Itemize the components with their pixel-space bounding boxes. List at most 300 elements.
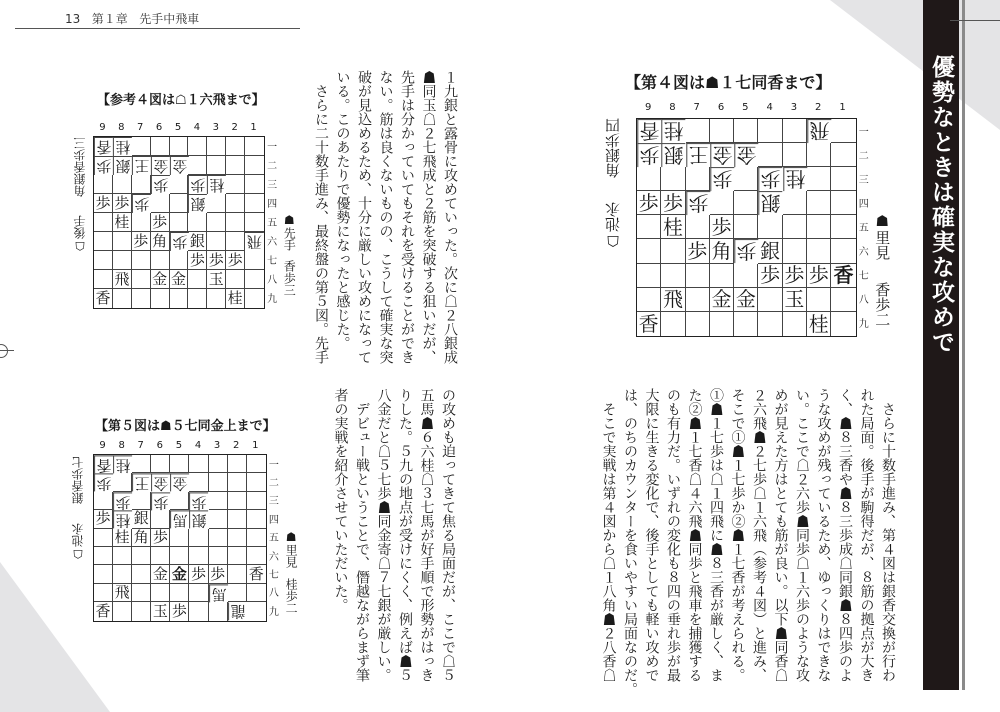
board-square — [113, 602, 132, 620]
board-square — [94, 529, 113, 547]
board-square — [151, 547, 170, 565]
board-square — [170, 492, 189, 510]
rank-label: 七 — [267, 256, 278, 267]
board-piece: 角 — [151, 232, 170, 251]
board-piece: 銀 — [113, 156, 132, 175]
board-piece: 歩 — [151, 529, 170, 547]
shogi-board — [93, 454, 267, 622]
rank-label: 五 — [268, 533, 279, 545]
board-square — [226, 232, 245, 251]
rank-label: 五 — [267, 218, 278, 229]
text-column: のも有力だ。いずれの変化も８四の垂れ歩が最 — [665, 388, 681, 682]
board-square — [209, 473, 228, 491]
rank-labels — [858, 118, 870, 335]
board-square — [758, 312, 782, 336]
board-square — [637, 264, 661, 288]
board-square — [209, 529, 228, 547]
board-square — [807, 215, 831, 239]
text-column: く、☗８三香や☗８三歩成☖同銀☗８四歩のよ — [837, 388, 853, 682]
file-label: 6 — [155, 122, 163, 133]
board-piece: 桂 — [661, 119, 685, 143]
text-column: 五馬☗６六桂☖３七馬が好手順で形勢がはっき — [418, 388, 435, 682]
board-square — [113, 547, 132, 565]
file-label: 1 — [252, 440, 259, 451]
board-square — [686, 288, 710, 312]
text-column: さらに二十数手進み、最終盤の第５図。先手 — [313, 70, 329, 364]
board-piece: 銀 — [188, 232, 207, 251]
file-label: 1 — [839, 102, 846, 113]
board-square — [132, 565, 151, 583]
file-label: 7 — [137, 440, 144, 451]
board-square — [807, 239, 831, 263]
sente-player-name: ☗先手 — [282, 213, 297, 251]
board-piece: 桂 — [807, 312, 831, 336]
board-square — [226, 156, 245, 175]
board-piece: 銀 — [188, 194, 207, 213]
text-column: １九銀と露骨に攻めていった。次に☖２八銀成 — [442, 70, 458, 364]
board-square — [228, 492, 247, 510]
board-square — [637, 167, 661, 191]
file-label: 2 — [815, 102, 822, 113]
board-square — [686, 215, 710, 239]
board-square — [170, 213, 189, 232]
gote-player-name: ☖池永 — [71, 523, 85, 561]
board-square — [209, 510, 228, 528]
board-square — [637, 239, 661, 263]
board-piece: 歩 — [207, 251, 226, 270]
board-piece: 歩 — [94, 156, 113, 175]
board-piece: 金 — [710, 288, 734, 312]
file-label: 5 — [175, 440, 183, 451]
side-rule — [962, 0, 965, 690]
sente-player-name: ☗里見 — [284, 530, 299, 568]
gote-pieces-in-hand: 角銀歩四 — [604, 118, 622, 178]
board-square — [113, 232, 132, 251]
rank-label: 一 — [858, 126, 869, 138]
board-square — [132, 251, 151, 270]
board-square — [209, 455, 228, 473]
board-square — [245, 194, 264, 213]
board-square — [188, 156, 207, 175]
rank-label: 二 — [268, 478, 279, 490]
board-square — [245, 175, 264, 194]
board-piece: 香 — [637, 312, 661, 336]
rank-label: 四 — [858, 198, 869, 210]
board-piece: 歩 — [113, 492, 132, 510]
body-text-bottom-left — [329, 388, 458, 693]
text-column: れた局面。後手が駒得だが、８筋の拠点が大き — [858, 388, 875, 682]
header-rule — [15, 28, 300, 29]
file-label: 5 — [742, 102, 749, 113]
board-square — [188, 289, 207, 308]
file-label: 6 — [156, 440, 164, 451]
board-square — [831, 119, 855, 143]
board-square — [245, 156, 264, 175]
board-square — [228, 455, 247, 473]
board-piece: 銀 — [132, 510, 151, 528]
board-square — [247, 529, 266, 547]
crop-mark — [0, 344, 8, 358]
file-label: 9 — [99, 122, 106, 133]
board-piece: 歩 — [637, 143, 661, 167]
board-square — [228, 584, 247, 602]
board-piece: 歩 — [151, 492, 170, 510]
file-label: 8 — [118, 122, 125, 133]
board-square — [807, 167, 831, 191]
board-square — [207, 289, 226, 308]
rank-label: 一 — [267, 142, 278, 153]
board-piece: 金 — [170, 565, 189, 583]
board-piece: 歩 — [189, 492, 208, 510]
board-square — [228, 565, 247, 583]
gote-player-name: ☖池永 — [604, 202, 622, 250]
board-piece: 王 — [132, 156, 151, 175]
board-square — [807, 191, 831, 215]
board-square — [132, 602, 151, 620]
board-piece: 歩 — [113, 194, 132, 213]
page-number: 13 — [65, 12, 81, 26]
board-piece: 桂 — [226, 289, 245, 308]
board-square — [637, 215, 661, 239]
text-column: めが見えた方はとても筋が良い。以下☗同香☖ — [772, 388, 789, 682]
board-piece: 桂 — [113, 137, 132, 156]
board-square — [226, 194, 245, 213]
board-piece: 王 — [686, 143, 710, 167]
board-piece: 金 — [734, 143, 758, 167]
sente-pieces-in-hand: 香歩三 — [282, 260, 297, 296]
board-square — [831, 143, 855, 167]
text-column: 破が見込めるため、十分に厳しい攻めになって — [356, 70, 372, 364]
text-column: 先手は分かっていてもそれを受けることができ — [399, 70, 415, 364]
board-square — [734, 119, 758, 143]
board-square — [151, 251, 170, 270]
board-square — [245, 251, 264, 270]
board-square — [807, 143, 831, 167]
board-square — [132, 270, 151, 289]
board-piece: 歩 — [94, 510, 113, 528]
board-square — [132, 492, 151, 510]
board-square — [132, 584, 151, 602]
board-square — [209, 492, 228, 510]
board-square — [207, 232, 226, 251]
board-square — [228, 473, 247, 491]
board-piece: 歩 — [188, 175, 207, 194]
rank-label: 一 — [268, 459, 279, 471]
board-piece: 香 — [831, 264, 855, 288]
board-square — [132, 455, 151, 473]
board-square — [94, 232, 113, 251]
text-column: 八金だと☖５七歩☗同金寄☖７七銀が厳しい。 — [375, 388, 392, 682]
board-piece: 桂 — [113, 455, 132, 473]
file-label: 3 — [790, 102, 798, 113]
board-square — [661, 167, 685, 191]
board-square — [734, 167, 758, 191]
board-piece: 王 — [132, 473, 151, 491]
text-column: そこで実戦は第４図から☖１八角☗２八香☖ — [600, 388, 617, 682]
section-title: 優勢なときは確実な攻めで — [928, 55, 954, 355]
board-piece: 歩 — [170, 602, 189, 620]
board-square — [245, 137, 264, 156]
file-label: 4 — [766, 102, 773, 113]
board-piece: 飛 — [113, 584, 132, 602]
board-title: 【参考４図は☖１六飛まで】 — [97, 93, 265, 108]
board-piece: 歩 — [132, 194, 151, 213]
board-piece: 金 — [151, 270, 170, 289]
chapter-number: 第１章 — [91, 12, 128, 26]
board-piece: 金 — [710, 143, 734, 167]
text-column: の攻めも迫ってきて焦る局面だが、ここで☖５ — [440, 388, 456, 682]
board-square — [170, 584, 189, 602]
board-square — [734, 191, 758, 215]
rank-label: 八 — [267, 275, 278, 286]
board-square — [94, 213, 113, 232]
board-square — [94, 270, 113, 289]
board-piece: 歩 — [758, 264, 782, 288]
board-square — [170, 251, 189, 270]
board-piece: 桂 — [661, 215, 685, 239]
board-square — [94, 565, 113, 583]
board-square — [189, 602, 208, 620]
board-square — [209, 602, 228, 620]
board-square — [170, 289, 189, 308]
board-piece: 銀 — [661, 143, 685, 167]
shogi-board — [93, 136, 265, 309]
rank-label: 三 — [267, 180, 278, 191]
board-square — [207, 194, 226, 213]
board-piece: 桂 — [113, 510, 132, 528]
board-square — [189, 547, 208, 565]
text-column: ２六飛☗２七歩☖１六飛（参考４図）と進み、 — [751, 388, 767, 682]
board-piece: 桂 — [207, 175, 226, 194]
board-square — [247, 584, 266, 602]
text-column: ①☗１七歩は☖１四飛に☗８三香が厳しく、ま — [708, 388, 724, 682]
board-square — [710, 191, 734, 215]
board-piece: 玉 — [207, 270, 226, 289]
board-square — [783, 191, 807, 215]
board-piece: 歩 — [686, 239, 710, 263]
board-square — [807, 288, 831, 312]
shogi-board — [636, 118, 857, 337]
rank-labels — [268, 454, 280, 620]
rank-label: 九 — [267, 294, 278, 305]
board-square — [151, 584, 170, 602]
board-square — [661, 312, 685, 336]
board-square — [228, 510, 247, 528]
body-text-top-left — [310, 70, 461, 375]
board-square — [132, 547, 151, 565]
board-square — [831, 239, 855, 263]
board-square — [686, 167, 710, 191]
board-square — [831, 288, 855, 312]
board-square — [189, 473, 208, 491]
file-label: 7 — [693, 102, 700, 113]
rank-label: 二 — [267, 161, 278, 172]
board-square — [226, 137, 245, 156]
body-text-right — [597, 388, 898, 698]
board-square — [132, 289, 151, 308]
board-square — [734, 312, 758, 336]
board-square — [686, 119, 710, 143]
board-piece: 飛 — [113, 270, 132, 289]
board-piece: 香 — [94, 137, 113, 156]
board-square — [686, 264, 710, 288]
rank-label: 三 — [268, 496, 279, 508]
board-piece: 歩 — [686, 191, 710, 215]
board-square — [151, 510, 170, 528]
board-piece: 歩 — [661, 191, 685, 215]
board-square — [758, 288, 782, 312]
board-square — [245, 270, 264, 289]
board-square — [661, 264, 685, 288]
board-square — [151, 289, 170, 308]
board-piece: 馬 — [209, 584, 228, 602]
board-square — [113, 565, 132, 583]
board-square — [94, 584, 113, 602]
gote-player-name: ☖後手 — [73, 215, 87, 253]
board-square — [151, 194, 170, 213]
rank-label: 六 — [267, 237, 278, 248]
gote-pieces-in-hand: 銀香歩七 — [71, 456, 85, 504]
board-square — [170, 547, 189, 565]
board-square — [686, 312, 710, 336]
board-square — [247, 455, 266, 473]
running-head — [65, 10, 199, 27]
board-square — [783, 239, 807, 263]
file-label: 3 — [213, 440, 221, 451]
rank-label: 七 — [268, 570, 279, 582]
board-piece: 桂 — [113, 213, 132, 232]
board-piece: 歩 — [637, 191, 661, 215]
rank-label: 三 — [858, 174, 869, 186]
board-piece: 角 — [132, 529, 151, 547]
board-square — [170, 455, 189, 473]
board-piece: 歩 — [94, 194, 113, 213]
board-square — [758, 215, 782, 239]
board-piece: 玉 — [783, 288, 807, 312]
file-label: 2 — [233, 440, 240, 451]
board-piece: 香 — [637, 119, 661, 143]
board-square — [783, 119, 807, 143]
side-top-rule — [950, 20, 1000, 21]
sente-player-name: ☗里見 — [873, 212, 892, 260]
board-square — [188, 213, 207, 232]
gote-pieces-in-hand: 角銀香歩三 — [73, 137, 87, 197]
board-square — [209, 547, 228, 565]
board-piece: 金 — [151, 156, 170, 175]
sente-pieces-in-hand: 香歩二 — [873, 282, 892, 327]
board-title: 【第４図は☗１七同香まで】 — [625, 73, 832, 92]
file-label: 3 — [212, 122, 219, 133]
board-square — [710, 119, 734, 143]
board-piece: 金 — [170, 473, 189, 491]
board-square — [783, 215, 807, 239]
board-piece: 歩 — [710, 215, 734, 239]
board-square — [247, 473, 266, 491]
board-square — [247, 510, 266, 528]
text-column: は、のちのカウンターを食いやすい局面なのだ。 — [622, 388, 638, 696]
board-piece: 龍 — [228, 602, 247, 620]
board-piece: 歩 — [170, 232, 189, 251]
board-piece: 桂 — [783, 167, 807, 191]
chapter-title: 先手中飛車 — [139, 12, 200, 26]
board-piece: 角 — [710, 239, 734, 263]
file-label: 4 — [193, 122, 201, 133]
board-square — [151, 455, 170, 473]
text-column: うな攻めが残っているため、ゆっくりはできな — [815, 388, 832, 682]
rank-label: 五 — [858, 222, 869, 234]
board-square — [710, 264, 734, 288]
board-square — [189, 584, 208, 602]
board-piece: 歩 — [783, 264, 807, 288]
board-piece: 飛 — [247, 233, 263, 252]
board-square — [207, 156, 226, 175]
file-labels — [636, 103, 855, 113]
board-piece: 馬 — [170, 510, 189, 528]
board-piece: 歩 — [807, 264, 831, 288]
file-label: 2 — [231, 122, 238, 133]
text-column: りした。５九の地点が受けにくく、例えば☗５ — [397, 388, 413, 682]
board-piece: 玉 — [151, 602, 170, 620]
board-piece: 歩 — [734, 239, 758, 263]
board-square — [783, 312, 807, 336]
board-square — [247, 492, 266, 510]
board-piece: 銀 — [189, 510, 208, 528]
file-label: 9 — [99, 440, 106, 451]
board-square — [207, 213, 226, 232]
board-square — [831, 191, 855, 215]
rank-label: 八 — [858, 295, 869, 307]
board-square — [247, 602, 266, 620]
board-piece: 歩 — [189, 565, 208, 583]
file-labels — [93, 123, 263, 133]
rank-label: 九 — [268, 606, 279, 618]
text-column: いる。このあたりで優勢になったと感じた。 — [334, 70, 351, 350]
board-square — [226, 270, 245, 289]
board-square — [637, 288, 661, 312]
board-piece: 歩 — [151, 175, 170, 194]
board-square — [151, 137, 170, 156]
board-square — [661, 239, 685, 263]
board-piece: 歩 — [226, 251, 245, 270]
board-piece: 金 — [170, 156, 189, 175]
board-piece: 香 — [94, 602, 113, 620]
board-piece: 歩 — [132, 232, 151, 251]
board-piece: 銀 — [758, 191, 782, 215]
board-piece: 香 — [94, 289, 113, 308]
rank-label: 四 — [267, 199, 278, 210]
board-square — [245, 289, 264, 308]
board-square — [228, 529, 247, 547]
board-square — [245, 213, 264, 232]
board-piece: 銀 — [758, 239, 782, 263]
board-square — [188, 137, 207, 156]
rank-label: 二 — [858, 150, 869, 162]
board-piece: 香 — [247, 565, 266, 583]
board-square — [228, 547, 247, 565]
board-piece: 飛 — [807, 119, 831, 143]
file-label: 4 — [194, 440, 202, 451]
board-square — [132, 137, 151, 156]
rank-label: 八 — [268, 588, 279, 600]
board-square — [113, 251, 132, 270]
board-piece: 歩 — [758, 167, 782, 191]
board-square — [94, 547, 113, 565]
board-square — [113, 473, 132, 491]
text-column: デビュー戦ということで、僭越ながらまず筆 — [354, 388, 370, 682]
board-title: 【第５図は☗５七同金上まで】 — [95, 419, 276, 434]
rank-label: 六 — [268, 551, 279, 563]
text-column: さらに十数手進み、第４図は銀香交換が行わ — [880, 388, 896, 682]
